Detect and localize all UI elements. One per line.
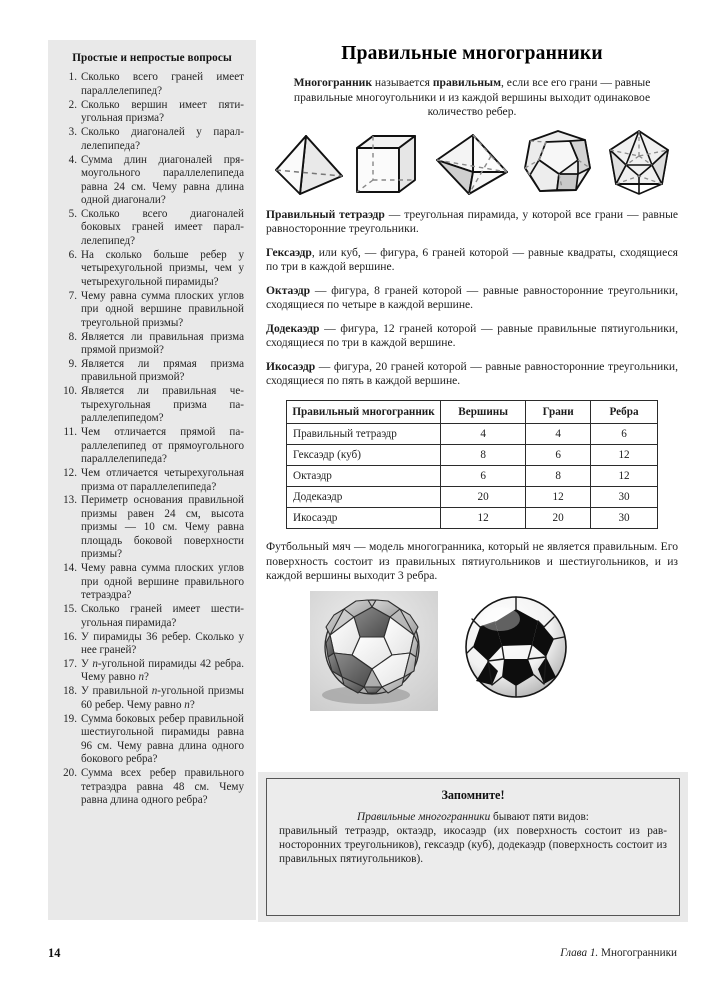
question-item-12: Чем отличается четырехугольная призма от параллелепипеда? (81, 467, 244, 493)
platonic-solids-row (266, 128, 678, 198)
table-cell-faces: 6 (526, 445, 591, 466)
table-header-vertices: Вершины (441, 400, 526, 424)
definition-hexahedron: Гексаэдр, или куб, — фигура, 6 граней которой — равные квадраты, сходящиеся по три в каждой вершине. (266, 245, 678, 274)
table-cell-vertices: 20 (441, 487, 526, 508)
photographs-row (310, 591, 678, 711)
tetrahedron-figure (268, 132, 346, 198)
question-item-20: Сумма всех ребер правильного тетраэдра равна 48 см. Чему равна длина одного ребра? (81, 767, 244, 806)
table-cell-edges: 30 (591, 487, 658, 508)
table-row (287, 508, 658, 529)
question-list (58, 71, 246, 807)
question-item-15: Сколько граней имеет шестиугольная пирамида? (81, 603, 244, 629)
question-item-13: Периметр основания правильной призмы равен 24 см, высота призмы — 10 см. Чему равна площадь боковой поверхности призмы? (81, 494, 244, 561)
table-cell-name: Додекаэдр (287, 487, 441, 508)
truncated-icosahedron-paper-model-photo (310, 591, 438, 711)
table-header-faces: Грани (526, 400, 591, 424)
table-cell-faces: 4 (526, 424, 591, 445)
question-item-1: Сколько всего граней имеет параллелепипед? (81, 71, 244, 97)
definition-lede: Многогранник называется правильным, если все его грани — равные правильные многоугольники и из каждой вершины выходит одинаковое количество ребер. (293, 76, 651, 119)
remember-lead: Правильные многогранники бывают пяти видов: (357, 811, 589, 823)
table-cell-edges: 6 (591, 424, 658, 445)
dodecahedron-figure (518, 128, 598, 198)
question-item-18: У правильной n-угольной призмы 60 ребер. Чему равно n? (81, 685, 244, 711)
running-head: Глава 1. Многогранники (560, 947, 677, 959)
question-item-3: Сколько диагоналей у параллелепипеда? (81, 126, 244, 152)
football-paragraph: Футбольный мяч — модель многогранника, который не является правильным. Его поверхность состоит из правильных пятиугольников и шестиугольников, и из каждой вершины выходит 3 ребра. (266, 540, 678, 582)
definition-dodecahedron: Додекаэдр — фигура, 12 граней которой — равные правильные пятиугольники, сходящиеся по три в каждой вершине. (266, 322, 678, 350)
icosahedron-figure (602, 128, 676, 198)
sidebar-questions-panel (48, 40, 256, 920)
soccer-ball-photo (458, 591, 586, 711)
question-item-9: Является ли прямая призма правильной призмой? (81, 357, 244, 384)
table-cell-name: Икосаэдр (287, 508, 441, 529)
question-item-17: У n-угольной пирамиды 42 ребра. Чему равно n? (81, 657, 244, 684)
definition-icosahedron: Икосаэдр — фигура, 20 граней которой — равные равносторонние треугольники, сходящиеся по пять в каждой вершине. (266, 360, 678, 388)
table-row (287, 445, 658, 466)
question-item-16: У пирамиды 36 ребер. Сколько у нее граней? (81, 630, 244, 656)
page-footer (48, 946, 677, 964)
table-header-row (287, 400, 658, 424)
table-cell-vertices: 8 (441, 445, 526, 466)
table-row (287, 424, 658, 445)
hexahedron-cube-figure (351, 132, 425, 198)
sidebar-title: Простые и непростые вопросы (72, 52, 232, 64)
octahedron-figure (429, 132, 513, 198)
remember-box-backdrop (258, 772, 688, 922)
definitions-block (266, 208, 678, 389)
table-cell-vertices: 6 (441, 466, 526, 487)
question-item-19: Сумма боковых ребер правильной шестиугольной пирамиды равна 96 см. Чему равна длина одного бокового ребра? (81, 712, 244, 766)
table-cell-edges: 12 (591, 466, 658, 487)
question-item-11: Чем отличается прямой параллелепипед от прямоугольного параллелепипеда? (81, 426, 244, 466)
definition-tetrahedron: Правильный тетраэдр — треугольная пирамида, у которой все грани — равные равносторонние треугольники. (266, 207, 678, 236)
remember-box (266, 778, 680, 916)
page-title: Правильные многогранники (341, 43, 603, 64)
remember-body: правильный тетраэдр, октаэдр, икосаэдр (их поверхность состоит из равносторонних треугольников), гексаэдр (куб), додекаэдр (поверхность состоит из правильных пятиугольников). (279, 825, 667, 866)
table-cell-faces: 8 (526, 466, 591, 487)
table-body (287, 424, 658, 529)
polyhedra-table (286, 400, 658, 530)
definition-octahedron: Октаэдр — фигура, 8 граней которой — равные равносторонние треугольники, сходящиеся по четыре в каждой вершине. (266, 283, 678, 312)
table-row (287, 466, 658, 487)
table-header-edges: Ребра (591, 400, 658, 424)
table-cell-faces: 12 (526, 487, 591, 508)
table-cell-name: Октаэдр (287, 466, 441, 487)
question-item-6: На сколько больше ребер у четырехугольной призмы, чем у четырехугольной пирамиды? (81, 248, 244, 288)
table-head (287, 400, 658, 424)
page-number: 14 (48, 946, 61, 960)
table-row (287, 487, 658, 508)
question-item-5: Сколько всего диагоналей боковых граней имеет параллелепипед? (81, 207, 244, 247)
table-cell-vertices: 12 (441, 508, 526, 529)
question-item-2: Сколько вершин имеет пятиугольная призма? (81, 98, 244, 125)
question-item-8: Является ли правильная призма прямой призмой? (81, 330, 244, 356)
question-item-10: Является ли правильная четырехугольная призма параллелепипедом? (81, 385, 244, 425)
table-cell-edges: 12 (591, 445, 658, 466)
main-content-column (266, 40, 678, 711)
table-cell-edges: 30 (591, 508, 658, 529)
table-cell-vertices: 4 (441, 424, 526, 445)
polyhedra-table-wrapper (266, 400, 678, 530)
question-item-14: Чему равна сумма плоских углов при одной вершине правильного тетраэдра? (81, 562, 244, 602)
remember-title: Запомните! (441, 788, 505, 802)
question-item-7: Чему равна сумма плоских углов при одной вершине правильной треугольной призмы? (81, 289, 244, 329)
question-item-4: Сумма длин диагоналей прямоугольного параллелепипеда равна 24 см. Чему равна длина одной диагонали? (81, 153, 244, 207)
table-cell-name: Гексаэдр (куб) (287, 445, 441, 466)
table-cell-faces: 20 (526, 508, 591, 529)
table-cell-name: Правильный тетраэдр (287, 424, 441, 445)
table-header-name: Правильный многогранник (287, 400, 441, 424)
